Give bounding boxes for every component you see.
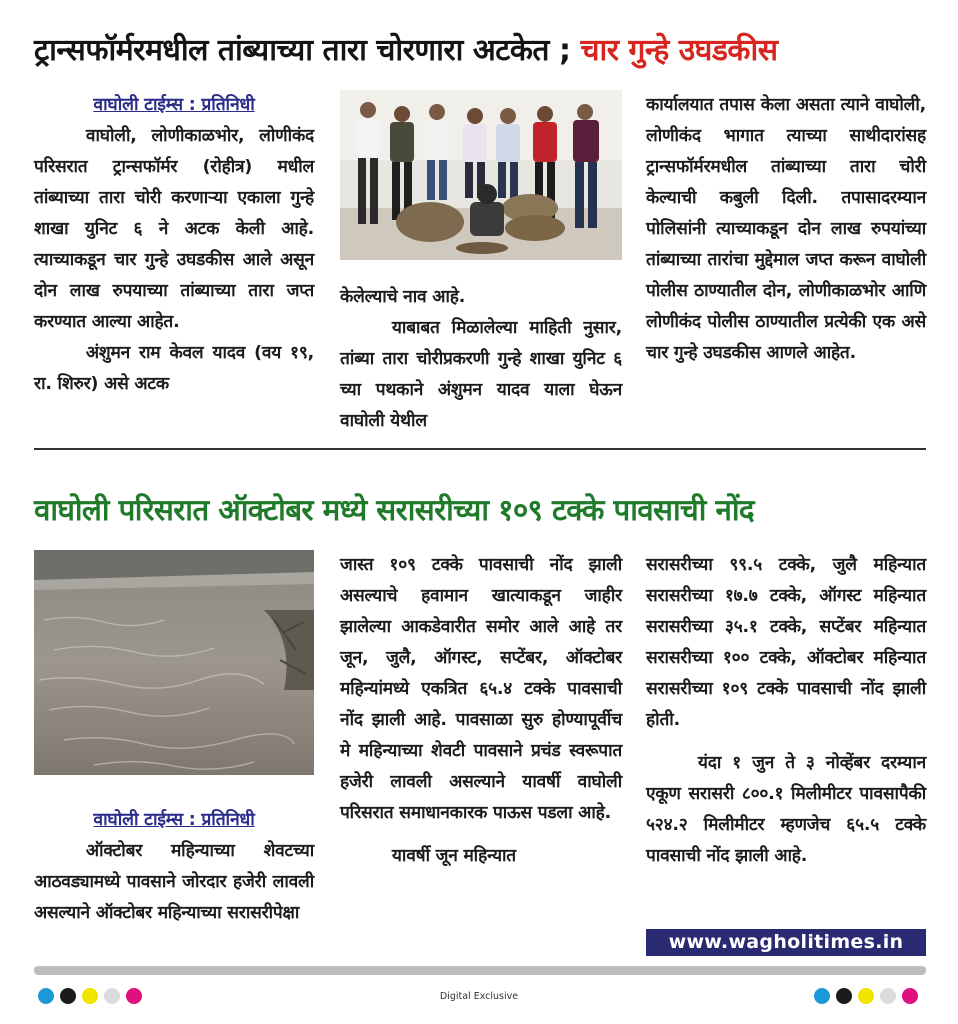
story1-column-3 <box>646 90 926 369</box>
story2-col3-paragraph-2: यंदा १ जुन ते ३ नोव्हेंबर दरम्यान एकूण सरासरी ८००.१ मिलीमीटर पावसापैकी ५२४.२ मिलीमीटर म्हणजेच ६५.५ टक्के पावसाची नोंद झाली आहे. <box>646 753 926 866</box>
story1-headline <box>34 28 778 69</box>
arrest-photo-illustration <box>340 90 622 260</box>
story1-col3-paragraph-1: कार्यालयात तपास केला असता त्याने वाघोली, लोणीकंद भागात त्याच्या साथीदारांसह ट्रान्सफॉर्मरमधील तांब्याच्या तारा चोरी केल्याची कबुली दिली. तपासादरम्यान पोलिसांनी त्याच्याकडून दोन लाख रुपयांच्या तांब्याच्या तारांचा मुद्देमाल जप्त करून वाघोली पोलीस ठाण्यातील दोन, लोणीकाळभोर आणि लोणीकंद पोलीस ठाण्यातील प्रत्येकी एक असे चार गुन्हे उघडकीस आणले आहेत. <box>646 95 926 363</box>
story1-col1-paragraph-1: वाघोली, लोणीकाळभोर, लोणीकंद परिसरात ट्रान्सफॉर्मर (रोहीत्र) मधील तांब्याच्या तारा चोरी करणाऱ्या एकाला गुन्हे शाखा युनिट ६ ने अटक केली आहे. त्याच्याकडून चार गुन्हे उघडकीस आले असून दोन लाख रुपयाच्या तांब्याच्या तारा जप्त करण्यात आल्या आहेत. <box>34 126 314 332</box>
story1-col1-paragraph-2: अंशुमन राम केवल यादव (वय १९, रा. शिरुर) असे अटक <box>34 343 314 394</box>
story1-col2-paragraph-2: याबाबत मिळालेल्या माहिती नुसार, तांब्या तारा चोरीप्रकरणी गुन्हे शाखा युनिट ६ च्या पथकाने अंशुमन यादव याला घेऊन वाघोली येथील <box>340 318 622 431</box>
section-divider <box>34 448 926 450</box>
registration-dot-cyan <box>38 988 54 1004</box>
story2-col3-paragraph-1: सरासरीच्या ९९.५ टक्के, जुलै महिन्यात सरासरीच्या १७.७ टक्के, ऑगस्ट महिन्यात सरासरीच्या ३५.१ टक्के, सप्टेंबर महिन्यात सरासरीच्या १०० टक्के, ऑक्टोबर महिन्यात सरासरीच्या १०९ टक्के पावसाची नोंद झाली होती. <box>646 555 926 730</box>
registration-dot-black <box>60 988 76 1004</box>
registration-dot-black <box>836 988 852 1004</box>
registration-dot-cyan <box>814 988 830 1004</box>
arrest-photo <box>340 90 622 260</box>
story2-headline: वाघोली परिसरात ऑक्टोबर मध्ये सरासरीच्या १०९ टक्के पावसाची नोंद <box>34 493 754 527</box>
story1-col2-paragraph-1: केलेल्याचे नाव आहे. <box>340 287 466 307</box>
story1-byline: वाघोली टाईम्स : प्रतिनिधी <box>93 95 255 115</box>
story2-col2-paragraph-1: जास्त १०९ टक्के पावसाची नोंद झाली असल्याचे हवामान खात्याकडून जाहीर झालेल्या आकडेवारीत समोर आले आहे तर जून, जुलै, ऑगस्ट, सप्टेंबर, ऑक्टोबर महिन्यांमध्ये एकत्रित ६५.४ टक्के पावसाची नोंद झाली आहे. पावसाळा सुरु होण्यापूर्वीच मे महिन्याच्या शेवटी पावसाने प्रचंड स्वरूपात हजेरी लावली असल्याने यावर्षी वाघोली परिसरात समाधानकारक पाऊस पडला आहे. <box>340 555 622 823</box>
story2-byline: वाघोली टाईम्स : प्रतिनिधी <box>93 810 255 830</box>
story2-column-2 <box>340 550 622 872</box>
registration-dot-grey <box>880 988 896 1004</box>
footer-label: Digital Exclusive <box>439 991 519 1002</box>
story2-column-3 <box>646 550 926 872</box>
registration-dot-magenta <box>126 988 142 1004</box>
story2-column-1 <box>34 805 314 929</box>
registration-dot-magenta <box>902 988 918 1004</box>
rain-water-photo <box>34 550 314 775</box>
registration-dot-grey <box>104 988 120 1004</box>
story1-headline-main: ट्रान्सफॉर्मरमधील तांब्याच्या तारा चोरणारा अटकेत ; <box>34 33 571 68</box>
story1-column-1 <box>34 90 314 400</box>
story2-col2-paragraph-2: यावर्षी जून महिन्यात <box>391 846 516 866</box>
rain-water-illustration <box>34 550 314 775</box>
registration-marks-right <box>814 988 924 1004</box>
story1-column-2 <box>340 282 622 437</box>
website-link[interactable]: www.wagholitimes.in <box>646 929 926 956</box>
story1-headline-highlight: चार गुन्हे उघडकीस <box>580 33 778 68</box>
story2-col1-paragraph-1: ऑक्टोबर महिन्याच्या शेवटच्या आठवड्यामध्ये पावसाने जोरदार हजेरी लावली असल्याने ऑक्टोबर महिन्याच्या सरासरीपेक्षा <box>34 841 314 923</box>
footer-bar <box>34 966 926 975</box>
registration-dot-yellow <box>82 988 98 1004</box>
registration-dot-yellow <box>858 988 874 1004</box>
registration-marks-left <box>38 988 148 1004</box>
